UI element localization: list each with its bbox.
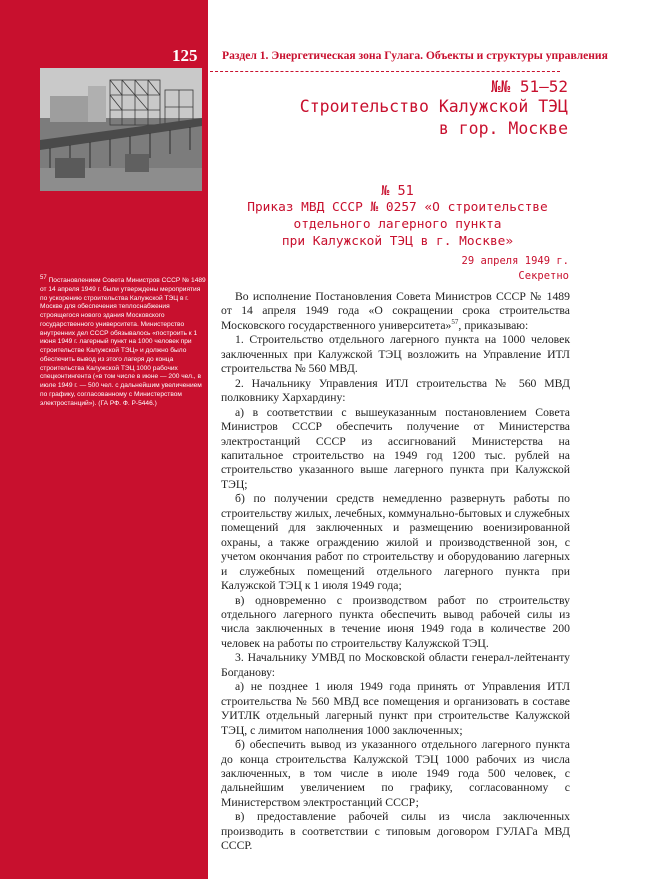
footnote-text: Постановлением Совета Министров СССР № 1489 от 14 апреля 1949 г. были утверждены мероприятия по ускорению строительства Калужской ТЭЦ в г. Москве для обеспечения теплоснабжения строящегося нового здания Московского государственного университета. Министерство внутренних дел СССР обязывалось «построить к 1 июня 1949 г. лагерный пункт на 1000 человек при строительстве Калужской ТЭЦ» и должно было обеспечить вывод из этого лагеря до конца строительства Калужской ТЭЦ 1000 рабочих спецконтингента («в том числе в июне — 200 чел., в июле 1949 г. — 500 чел. с дальнейшим увеличением по графику, согласованному с Министерством электростанций»). (ГА РФ. Ф. Р-5446.) xyxy=(40,277,206,407)
body-paragraph: 2. Начальнику Управления ИТЛ строительства № 560 МВД полковнику Хархардину: xyxy=(221,376,570,405)
footnote-57 xyxy=(40,274,206,408)
body-paragraph: в) предоставление рабочей силы из числа заключенных производить в соответствии с типовым договором ГУЛАГа МВД СССР. xyxy=(221,810,570,853)
document-body xyxy=(221,290,570,854)
document-title-line-1: Приказ МВД СССР № 0257 «О строительстве xyxy=(247,199,548,215)
section-title-line-2: в гор. Москве xyxy=(438,118,568,138)
document-classification: Секретно xyxy=(518,269,569,282)
body-paragraph: б) по получении средств немедленно развернуть работы по строительству жилых, лечебных, коммунально-бытовых и служебных помещений для заключенных и размещению военизированной охраны, а также ограждению жилой и производственной зон, с учетом окончания работ по строительству и оборудованию лагерных и служебных помещений отдельного лагерного пункта при Калужской ТЭЦ к 1 июля 1949 года; xyxy=(221,492,570,593)
footnote-marker: 57 xyxy=(40,274,47,281)
document-heading xyxy=(225,183,570,251)
section-number: №№ 51–52 xyxy=(490,77,568,96)
section-heading xyxy=(230,77,568,139)
document-title-line-2: отдельного лагерного пункта xyxy=(293,216,502,232)
document-number: № 51 xyxy=(381,183,414,199)
document-meta xyxy=(300,254,569,283)
body-intro-text: Во исполнение Постановления Совета Министров СССР № 1489 от 14 апреля 1949 года «О сокращении срока строительства Московского государственного университета» xyxy=(221,290,570,332)
body-paragraph: 3. Начальнику УМВД по Московской области генерал-лейтенанту Богданову: xyxy=(221,651,570,679)
body-paragraph: в) одновременно с производством работ по строительству отдельного лагерного пункта обеспечить вывод рабочей силы из числа заключенных в течение июня 1949 года в количестве 200 человек на работы по строительству Калужской ТЭЦ. xyxy=(221,593,570,650)
header-dashed-rule xyxy=(210,71,560,72)
body-paragraph: 1. Строительство отдельного лагерного пункта на 1000 человек заключенных при Калужской ТЭЦ возложить на Управление ИТЛ строительства № 560 МВД. xyxy=(221,333,570,376)
body-paragraph: а) в соответствии с вышеуказанным постановлением Совета Министров СССР обеспечить получение от Министерства электростанций СССР из ассигнований Министерства на капитальное строительство на 1949 год 1200 тыс. рублей на строительство указанного выше лагерного пункта при Калужской ТЭЦ; xyxy=(221,405,570,491)
section-title-line-1: Строительство Калужской ТЭЦ xyxy=(299,97,568,117)
document-date: 29 апреля 1949 г. xyxy=(461,255,569,267)
body-paragraph: а) не позднее 1 июля 1949 года принять от Управления ИТЛ строительства № 560 МВД все помещения и организовать в составе УИТЛК отдельный лагерный пункт при строительстве Калужской ТЭЦ, с лимитом наполнения 1000 заключенных; xyxy=(221,680,570,737)
footnote-reference: 57 xyxy=(451,318,459,327)
running-header: Раздел 1. Энергетическая зона Гулага. Объекты и структуры управления xyxy=(222,49,608,62)
page-number: 125 xyxy=(172,46,198,65)
body-paragraph: б) обеспечить вывод из указанного отдельного лагерного пункта до конца строительства Калужской ТЭЦ 1000 рабочих из числа заключенных, в том числе в июле 1949 года 500 человек, с дальнейшим увеличением по графику, согласованному с Министерством электростанций СССР; xyxy=(221,738,570,809)
photo-illustration xyxy=(40,68,202,191)
body-intro xyxy=(221,290,570,333)
running-header-row xyxy=(210,46,618,68)
archival-photo-construction-site xyxy=(40,68,202,191)
document-title-line-3: при Калужской ТЭЦ в г. Москве» xyxy=(281,233,514,249)
body-intro-end: , приказываю: xyxy=(458,318,529,332)
